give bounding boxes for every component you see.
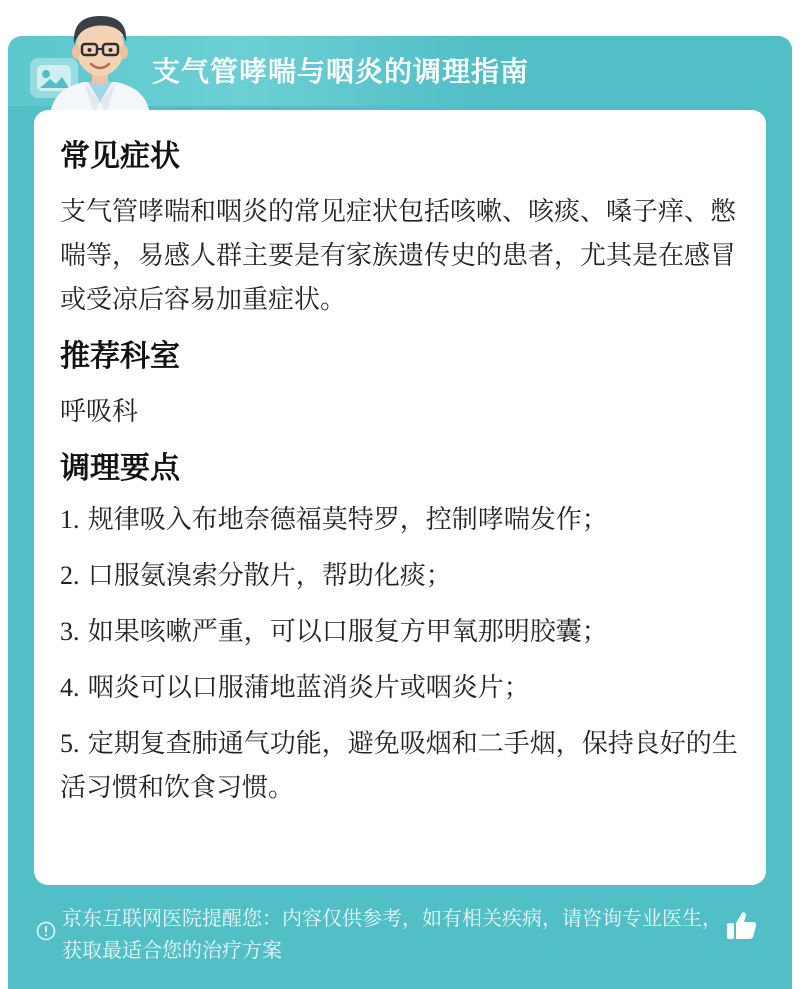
list-item-text: 口服氨溴索分散片，帮助化痰；	[87, 561, 452, 591]
doctor-avatar	[44, 6, 156, 114]
footer-disclaimer: 京东互联网医院提醒您：内容仅供参考，如有相关疾病，请咨询专业医生，获取最适合您的治疗方案	[62, 906, 722, 962]
care-list	[60, 498, 740, 810]
list-item	[60, 722, 740, 810]
list-item	[60, 498, 740, 542]
content-card	[34, 110, 766, 885]
list-item-number: 4.	[60, 673, 80, 702]
list-item-text: 如果咳嗽严重，可以口服复方甲氧那明胶囊；	[87, 617, 608, 647]
section-heading-care: 调理要点	[60, 451, 180, 486]
department-text: 呼吸科	[60, 397, 139, 427]
list-item-number: 5.	[60, 729, 80, 758]
content-inner	[60, 134, 740, 822]
list-item-number: 1.	[60, 505, 80, 534]
list-item-number: 3.	[60, 617, 80, 646]
list-item-text: 定期复查肺通气功能，避免吸烟和二手烟，保持良好的生活习惯和饮食习惯。	[60, 729, 738, 803]
list-item	[60, 666, 740, 710]
section-heading-department: 推荐科室	[60, 339, 180, 374]
section-heading-symptoms: 常见症状	[60, 139, 180, 174]
footer	[34, 900, 774, 970]
thumbs-up-icon[interactable]	[724, 908, 760, 944]
list-item	[60, 610, 740, 654]
info-icon	[36, 921, 56, 941]
page-title: 支气管哮喘与咽炎的调理指南	[152, 55, 530, 88]
list-item-text: 咽炎可以口服蒲地蓝消炎片或咽炎片；	[87, 673, 530, 703]
list-item	[60, 554, 740, 598]
list-item-number: 2.	[60, 561, 80, 590]
symptoms-text: 支气管哮喘和咽炎的常见症状包括咳嗽、咳痰、嗓子痒、憋喘等，易感人群主要是有家族遗传史的患者，尤其是在感冒或受凉后容易加重症状。	[60, 197, 737, 315]
list-item-text: 规律吸入布地奈德福莫特罗，控制哮喘发作；	[87, 505, 608, 535]
